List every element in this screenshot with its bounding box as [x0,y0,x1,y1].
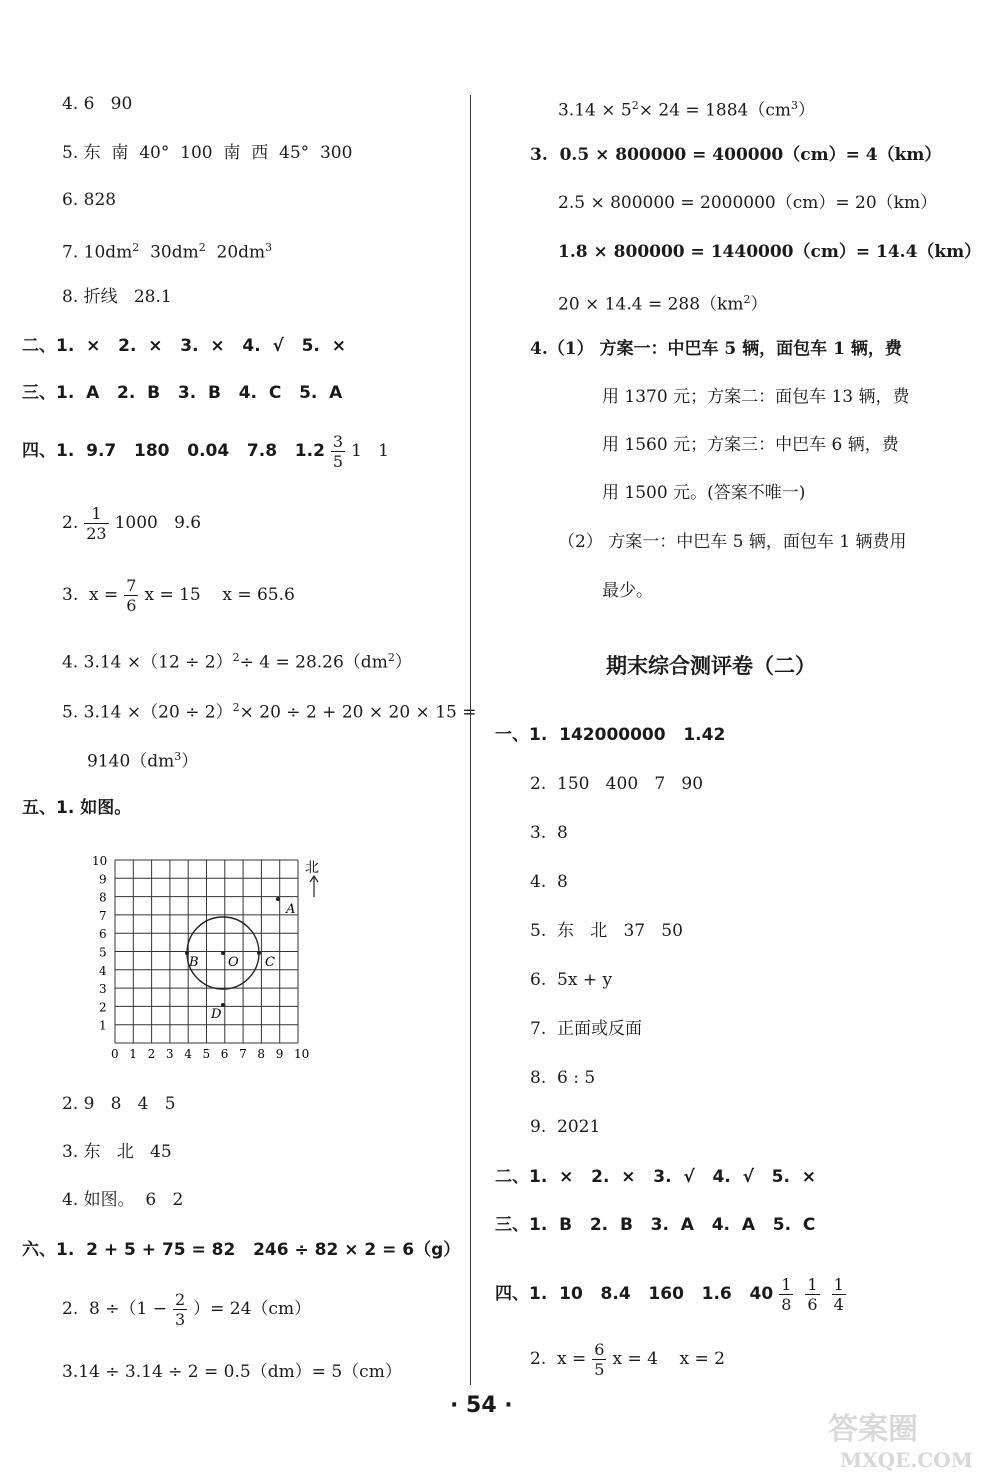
section-answer-line: 二、1. × 2. × 3. × 4. √ 5. × [22,336,346,356]
answer-line: 六、1. 2 + 5 + 75 = 82 246 ÷ 82 × 2 = 6（g） [22,1240,461,1260]
y-tick-label: 6 [99,927,107,942]
label-a: A [286,902,296,917]
watermark-text: 答案圈 [828,1412,918,1447]
answer-line: $9140(dm^3)$ [87,750,199,772]
y-tick-label: 5 [99,945,107,960]
answer-line: $20 \times 14.4 = 288(km^2)$ [558,293,768,315]
answer-line: 3. 东 北 45 [62,1142,172,1162]
coordinate-grid-figure [90,855,330,1069]
answer-line: 2. 8 ÷（1 − $\frac{2}{3}$ ）= 24（cm） [62,1290,312,1329]
section-answer-line: 一、1. 142000000 1.42 [495,725,726,745]
x-tick-label: 7 [239,1047,247,1061]
answer-line: 7. $10dm^2$ $30dm^2$ $20dm^3$ [62,241,273,263]
fraction: $\frac{1}{23}$ [86,504,107,543]
fraction: $\frac{1}{6}$ [807,1275,818,1314]
answer-line: 8. 折线 28.1 [62,287,172,307]
x-tick-label: 3 [165,1047,174,1061]
answer-line: 6. 5x + y [530,970,613,990]
answer-line: 8. 6 : 5 [530,1068,596,1088]
x-tick-label: 1 [129,1047,137,1061]
section-title: 期末综合测评卷（二） [606,654,816,678]
y-tick-label: 1 [99,1018,107,1033]
x-tick-label: 4 [184,1047,192,1061]
label-c: C [265,955,275,970]
fraction: $\frac{6}{5}$ [594,1340,605,1379]
answer-line: 2.5 × 800000 = 2000000（cm）= 20（km） [558,193,938,213]
answer-line: 1.8 × 800000 = 1440000（cm）= 14.4（km） [558,242,982,262]
answer-line: 7. 正面或反面 [530,1019,643,1039]
answer-line: 9. 2021 [530,1117,601,1137]
answer-line: 四、1. 9.7 180 0.04 7.8 1.2 $\frac{3}{5}$ 1 1 [22,432,389,471]
north-label: 北 [305,860,319,876]
answer-line: 4. 8 [530,872,568,892]
x-tick-label: 9 [275,1047,284,1061]
y-tick-label: 10 [92,855,108,868]
grid-svg [90,855,330,1065]
answer-line: 2. x = $\frac{6}{5}$ x = 4 x = 2 [530,1340,725,1379]
label-d: D [211,1007,222,1022]
answer-line: 3.14 ÷ 3.14 ÷ 2 = 0.5（dm）= 5（cm） [62,1362,402,1382]
answer-line: 用 1560 元；方案三：中巴车 6 辆，费 [602,435,899,455]
answer-line: 四、1. 10 8.4 160 1.6 40 $\frac{1}{8}$ $\frac{1}{6}$ $\frac{1}{4}$ [495,1275,844,1314]
answer-line: 5. $3.14 \times(20 \div 2)^2\times 20 \div 2 + 20 \times 20 \times 15$ = [62,701,477,723]
answer-line: 5. 东 南 40° 100 南 西 45° 300 [62,143,353,163]
answer-line: 3. x = $\frac{7}{6}$ x = 15 x = 65.6 [62,576,295,615]
x-tick-label: 8 [257,1047,266,1061]
x-tick-label: 5 [202,1047,211,1061]
answer-line: 用 1370 元；方案二：面包车 13 辆，费 [602,387,910,407]
answer-line: （2） 方案一：中巴车 5 辆，面包车 1 辆费用 [558,532,907,552]
fraction: $\frac{3}{5}$ [332,432,344,471]
y-tick-label: 2 [99,1000,107,1015]
answer-line: 最少。 [602,581,653,601]
fraction: $\frac{7}{6}$ [126,576,137,615]
answer-line: 4. 如图。 6 2 [62,1190,184,1210]
svg-text:MXQE.COM: MXQE.COM [840,1448,973,1472]
section-answer-line: 三、1. B 2. B 3. A 4. A 5. C [495,1215,816,1235]
answer-line: 5. 东 北 37 50 [530,921,683,941]
section-answer-line: 五、1. 如图。 [22,798,132,818]
point-o [221,951,225,955]
section-answer-line: 三、1. A 2. B 3. B 4. C 5. A [22,383,343,403]
label-b: B [189,955,199,970]
answer-line: $3.14 \times 5^2\times 24 = 1884(cm^3)$ [558,99,815,121]
answer-line: 2. 9 8 4 5 [62,1094,176,1114]
answer-line: 3. 0.5 × 800000 = 400000（cm）= 4（km） [530,145,942,165]
fraction: $\frac{1}{8}$ [781,1275,792,1314]
y-tick-label: 4 [99,963,107,978]
fraction: $\frac{2}{3}$ [174,1290,186,1329]
answer-line: 4. $3.14 \times(12 \div 2)^2\div 4 = 28.26(dm^2)$ [62,651,412,673]
answer-line: 4. 6 90 [62,94,133,114]
y-tick-label: 8 [99,890,107,905]
point-a [276,897,280,901]
answer-line: 3. 8 [530,823,568,843]
x-tick-label: 2 [147,1047,156,1061]
answer-line: 2. 150 400 7 90 [530,774,704,794]
label-o: O [228,955,239,970]
point-d [221,1003,225,1007]
answer-line: 用 1500 元。(答案不唯一) [602,483,806,503]
answer-line: 2. $\frac{1}{23}$ 1000 9.6 [62,504,202,543]
point-c [257,951,261,955]
x-tick-label: 0 [111,1047,119,1061]
fraction: $\frac{1}{4}$ [833,1275,844,1314]
page-number: · 54 · [450,1393,513,1418]
watermark-logo [820,1405,990,1475]
section-answer-line: 二、1. × 2. × 3. √ 4. √ 5. × [495,1167,817,1187]
x-tick-label: 10 [294,1047,310,1061]
y-tick-label: 9 [99,872,107,887]
answer-line: 6. 828 [62,190,117,210]
answer-line: 4.（1） 方案一：中巴车 5 辆，面包车 1 辆，费 [530,339,902,359]
y-tick-label: 3 [99,982,107,997]
x-tick-label: 6 [220,1047,229,1061]
column-divider [470,95,471,1385]
y-tick-label: 7 [99,908,107,923]
